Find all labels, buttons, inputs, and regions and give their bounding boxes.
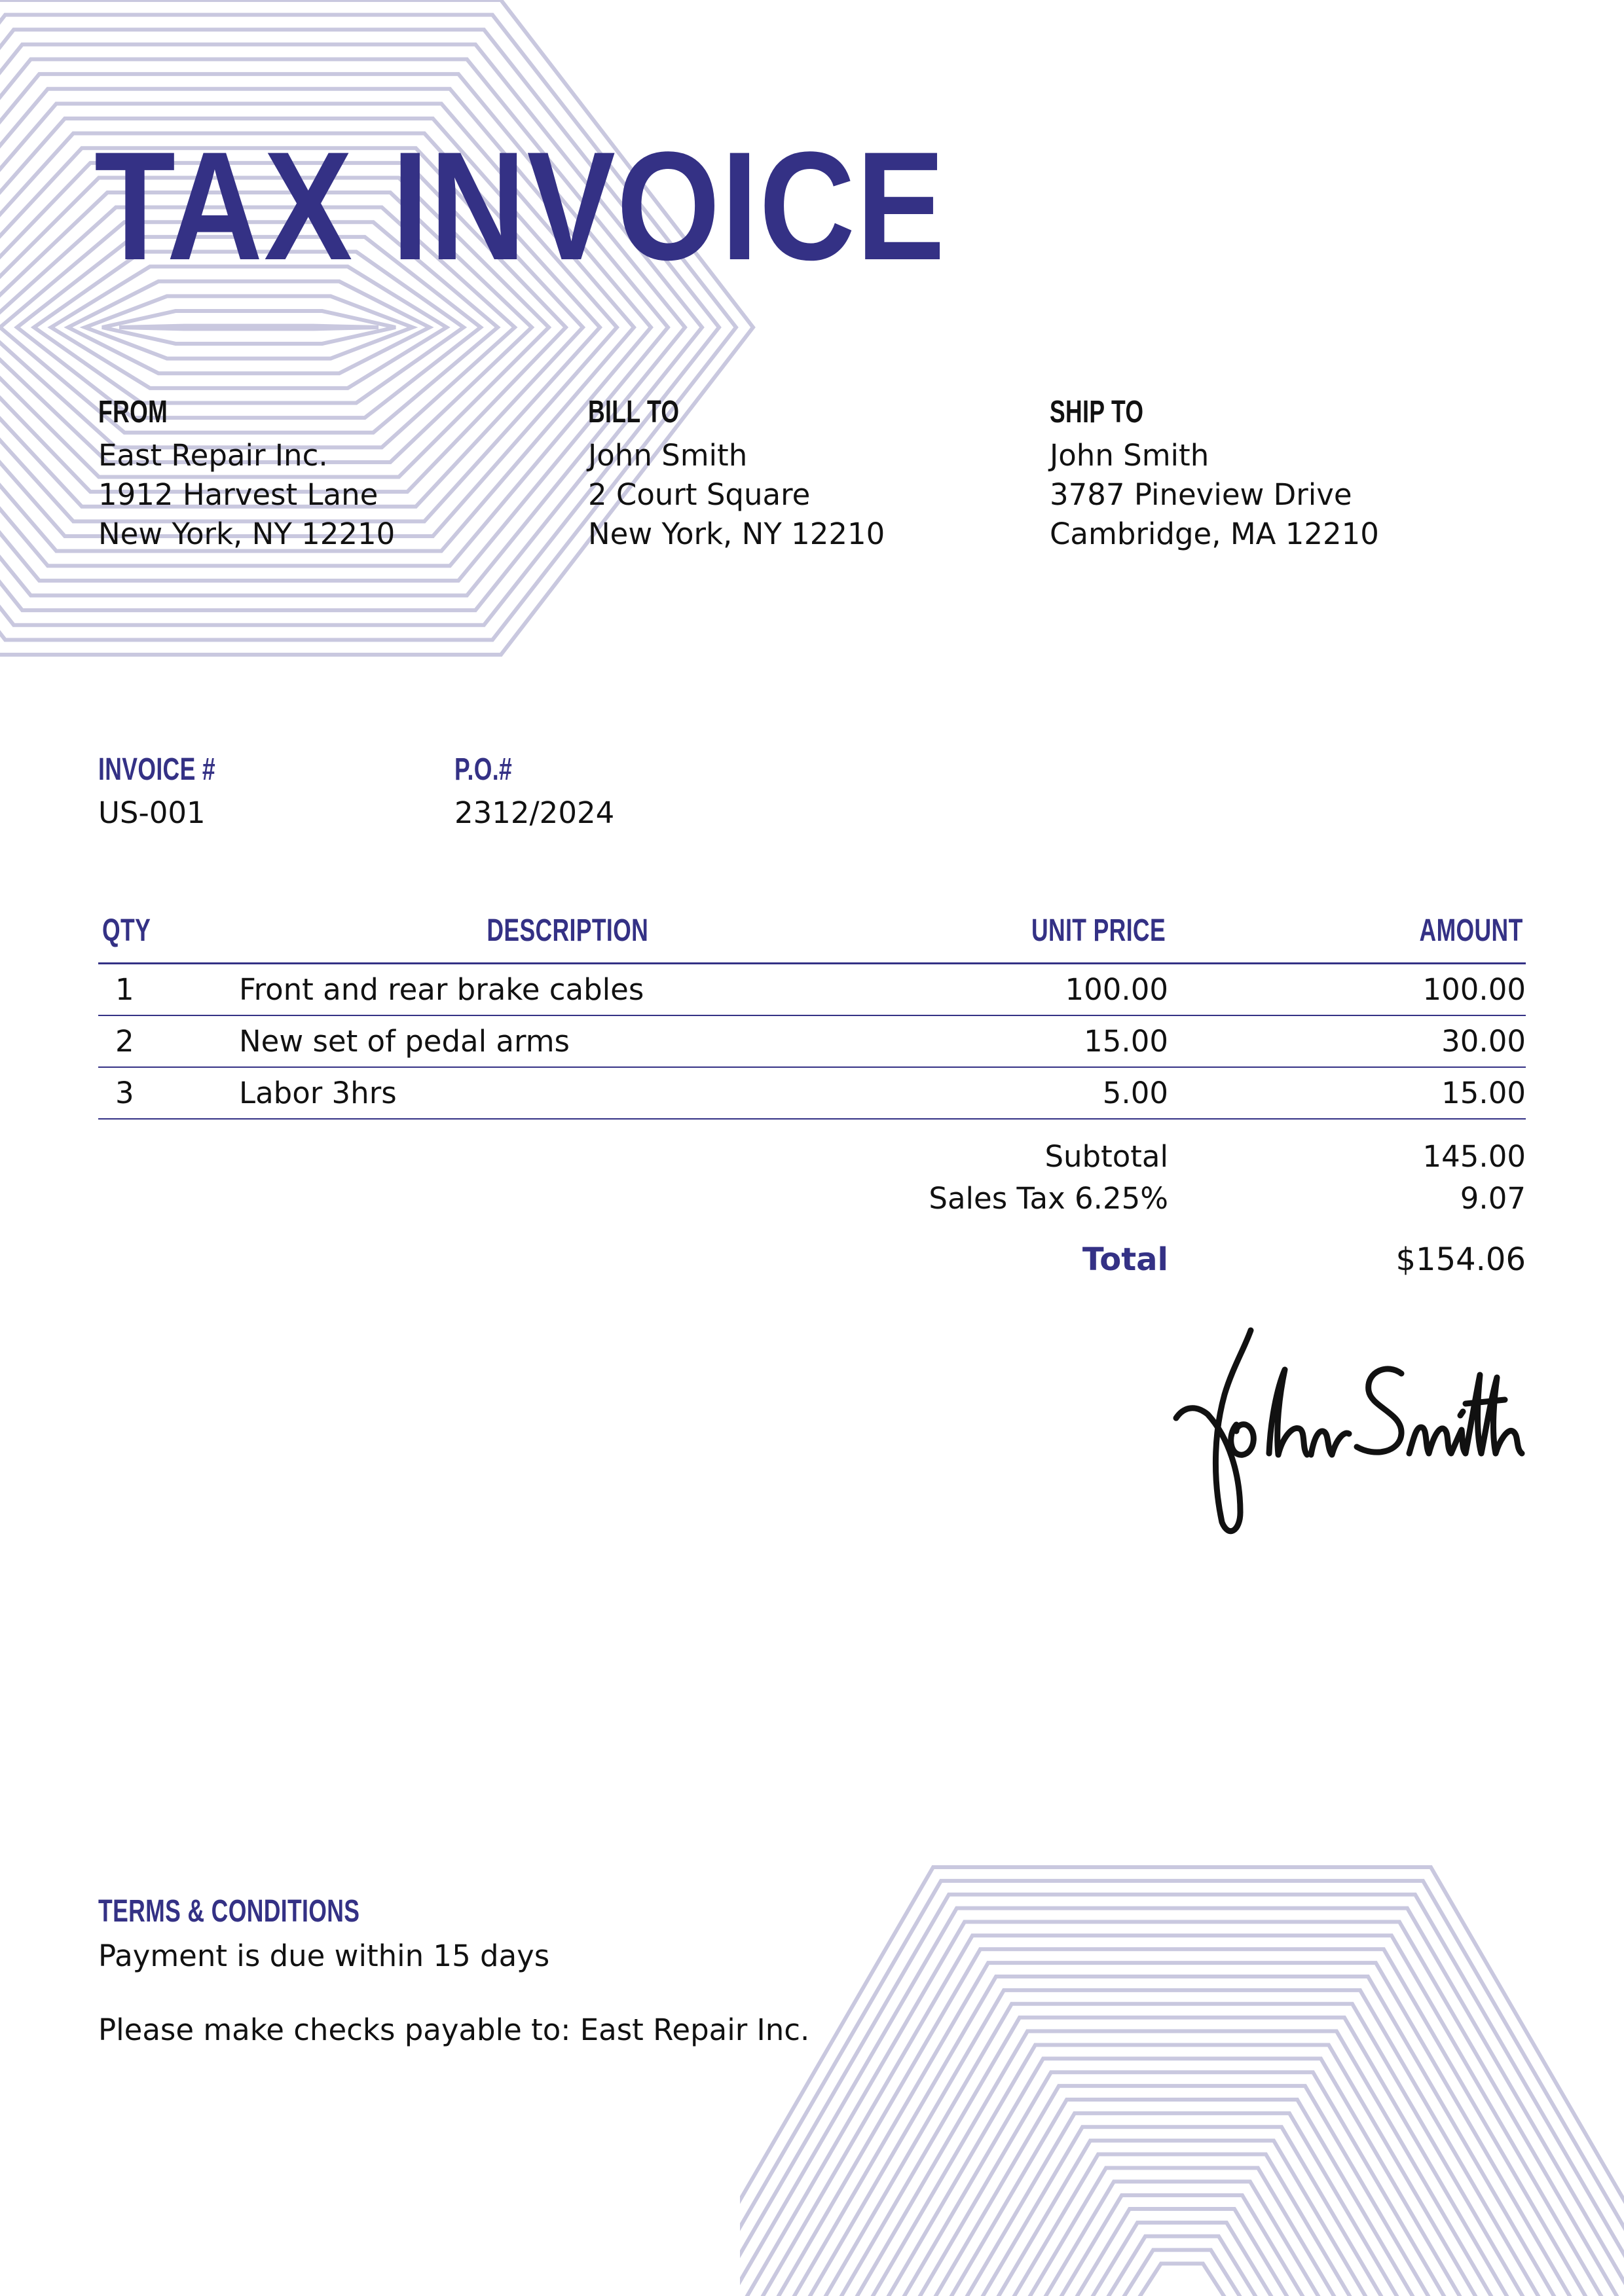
qty-cell: 3 — [115, 1076, 134, 1110]
invoice-number-block — [98, 750, 257, 833]
terms-block — [98, 1893, 809, 2047]
description-cell: New set of pedal arms — [239, 1024, 570, 1059]
items-table — [98, 910, 1526, 1120]
from-line: New York, NY 12210 — [98, 517, 396, 551]
description-header: DESCRIPTION — [487, 913, 649, 948]
po-number-block — [454, 750, 614, 833]
amount-header: AMOUNT — [1419, 913, 1523, 948]
terms-line: Please make checks payable to: East Repair Inc. — [98, 2013, 810, 2047]
description-cell: Front and rear brake cables — [239, 972, 644, 1007]
terms-line: Payment is due within 15 days — [98, 1939, 550, 1973]
total-label: Total — [1082, 1241, 1168, 1278]
unit-price-cell: 5.00 — [1102, 1076, 1168, 1110]
sales-tax-label: Sales Tax 6.25% — [929, 1181, 1168, 1216]
bill-to-block — [588, 393, 885, 554]
signature-image — [1172, 1322, 1526, 1539]
unit-price-cell: 100.00 — [1065, 972, 1168, 1007]
qty-cell: 1 — [115, 972, 134, 1007]
amount-cell: 100.00 — [1422, 972, 1526, 1007]
invoice-number-label: INVOICE # — [98, 752, 216, 787]
sales-tax-value: 9.07 — [1460, 1181, 1526, 1216]
subtotal-value: 145.00 — [1422, 1139, 1526, 1174]
qty-header: QTY — [102, 913, 151, 948]
table-row — [98, 1016, 1526, 1068]
from-line: 1912 Harvest Lane — [98, 477, 378, 512]
terms-label: TERMS & CONDITIONS — [98, 1894, 360, 1929]
from-block — [98, 393, 395, 554]
bill-to-line: New York, NY 12210 — [588, 517, 885, 551]
qty-cell: 2 — [115, 1024, 134, 1059]
ship-to-block — [1050, 393, 1379, 554]
invoice-number-value: US-001 — [98, 795, 206, 830]
table-row — [98, 964, 1526, 1016]
po-number-label: P.O.# — [454, 752, 513, 787]
po-number-value: 2312/2024 — [454, 795, 615, 830]
total-value: $154.06 — [1395, 1241, 1526, 1278]
amount-cell: 15.00 — [1441, 1076, 1526, 1110]
invoice-title: TAX INVOICE — [94, 120, 946, 293]
bill-to-line: 2 Court Square — [588, 477, 811, 512]
ship-to-line: John Smith — [1050, 438, 1209, 473]
hexagon-pattern-bottom — [740, 1853, 1624, 2296]
description-cell: Labor 3hrs — [239, 1076, 397, 1110]
bill-to-line: John Smith — [588, 438, 748, 473]
items-table-header — [98, 910, 1526, 964]
table-row — [98, 1068, 1526, 1120]
ship-to-line: 3787 Pineview Drive — [1050, 477, 1352, 512]
from-line: East Repair Inc. — [98, 438, 328, 473]
ship-to-line: Cambridge, MA 12210 — [1050, 517, 1379, 551]
unit-price-cell: 15.00 — [1084, 1024, 1168, 1059]
bill-to-label: BILL TO — [588, 395, 680, 429]
hexagon-pattern-top — [0, 0, 760, 661]
amount-cell: 30.00 — [1441, 1024, 1526, 1059]
totals-block — [98, 1139, 1526, 1296]
subtotal-label: Subtotal — [1044, 1139, 1168, 1174]
unit-price-header: UNIT PRICE — [1031, 913, 1166, 948]
from-label: FROM — [98, 395, 168, 429]
ship-to-label: SHIP TO — [1050, 395, 1144, 429]
